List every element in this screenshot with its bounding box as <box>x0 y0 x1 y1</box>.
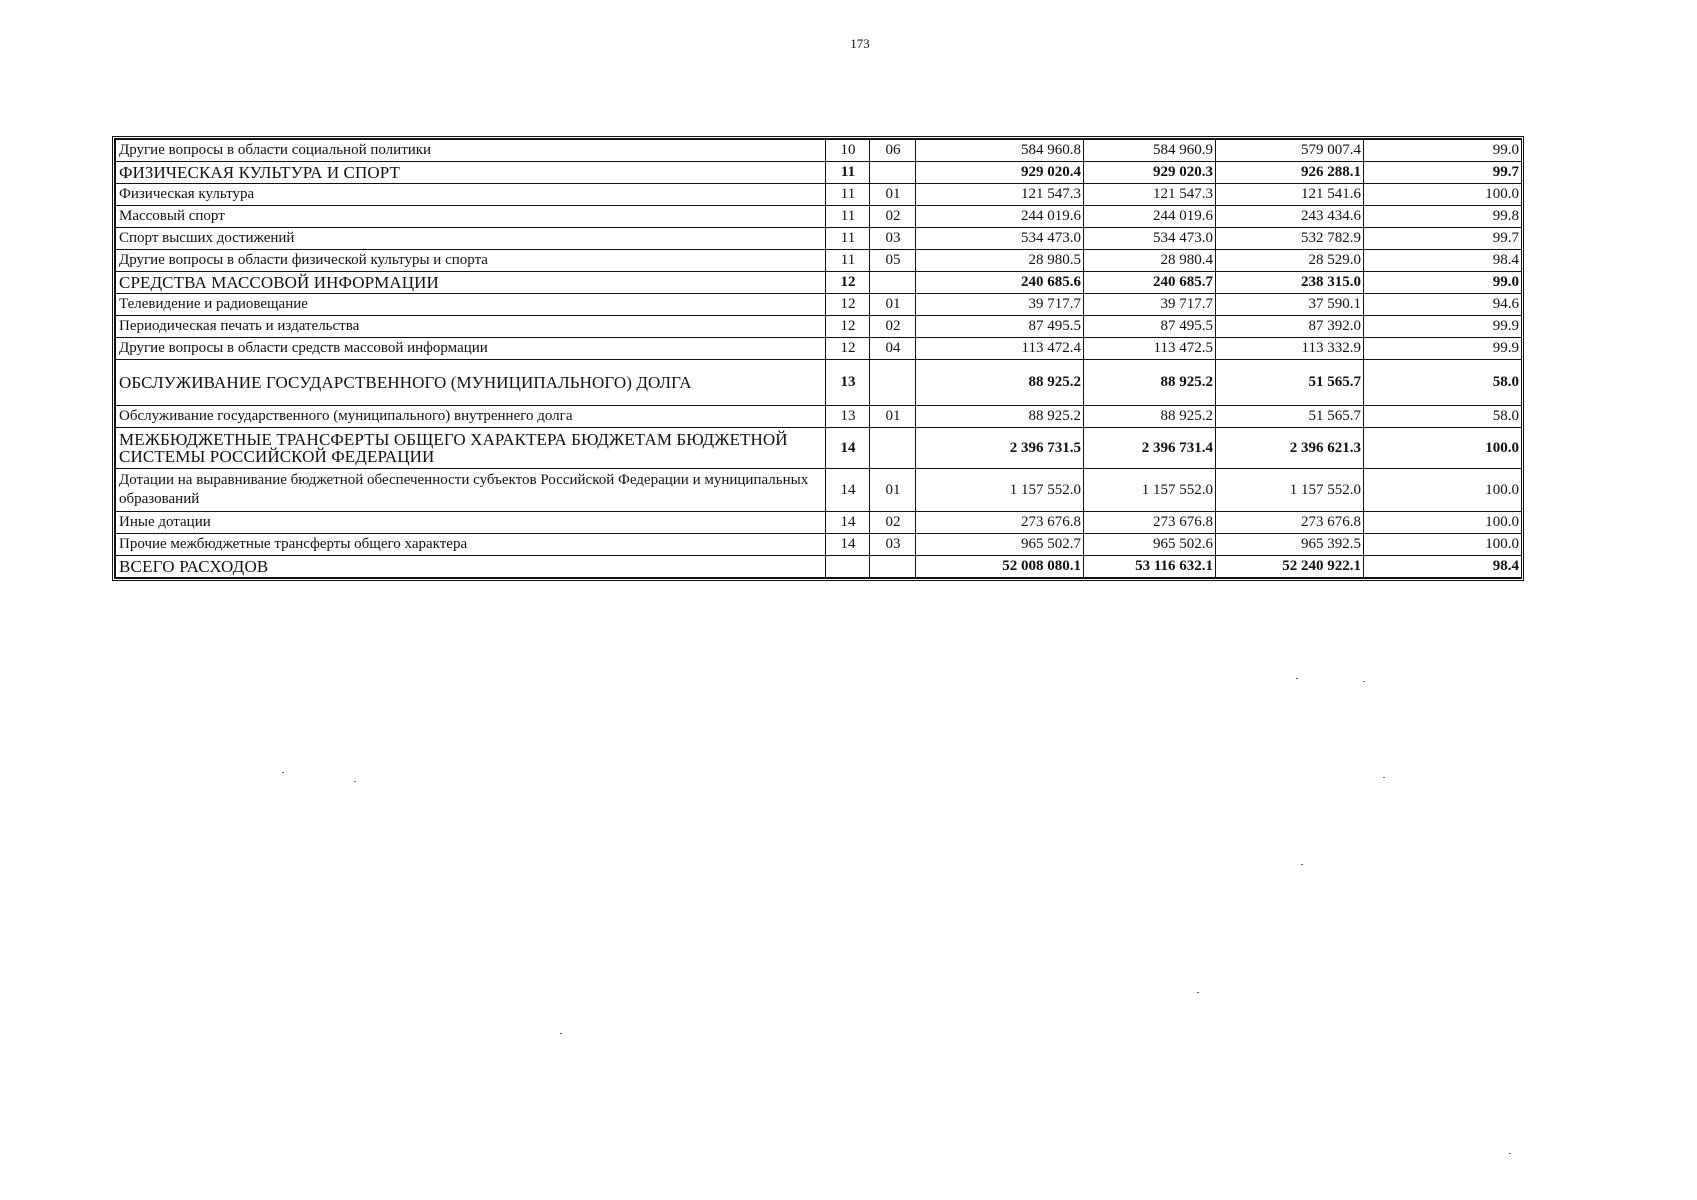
budget-table-frame <box>112 136 1524 581</box>
row-value-2: 88 925.2 <box>1084 360 1216 406</box>
row-value-3: 1 157 552.0 <box>1216 469 1364 512</box>
row-name: Телевидение и радиовещание <box>116 294 826 316</box>
row-percent: 58.0 <box>1364 406 1522 428</box>
row-value-1: 88 925.2 <box>916 406 1084 428</box>
row-value-3: 579 007.4 <box>1216 140 1364 162</box>
row-value-2: 584 960.9 <box>1084 140 1216 162</box>
row-percent: 99.0 <box>1364 272 1522 294</box>
row-value-2: 273 676.8 <box>1084 512 1216 534</box>
row-value-2: 113 472.5 <box>1084 338 1216 360</box>
row-section-code: 12 <box>826 294 870 316</box>
scan-speck <box>560 1033 562 1034</box>
row-percent: 98.4 <box>1364 556 1522 578</box>
row-percent: 100.0 <box>1364 534 1522 556</box>
row-name: ОБСЛУЖИВАНИЕ ГОСУДАРСТВЕННОГО (МУНИЦИПАЛЬНОГО) ДОЛГА <box>116 360 826 406</box>
budget-expenditure-table <box>115 139 1522 578</box>
row-value-1: 39 717.7 <box>916 294 1084 316</box>
row-percent: 100.0 <box>1364 469 1522 512</box>
table-row <box>116 250 1522 272</box>
row-value-2: 53 116 632.1 <box>1084 556 1216 578</box>
row-value-1: 1 157 552.0 <box>916 469 1084 512</box>
row-value-2: 534 473.0 <box>1084 228 1216 250</box>
row-percent: 99.7 <box>1364 228 1522 250</box>
row-percent: 100.0 <box>1364 428 1522 469</box>
row-subsection-code: 01 <box>870 184 916 206</box>
table-row <box>116 406 1522 428</box>
table-row <box>116 162 1522 184</box>
row-percent: 100.0 <box>1364 184 1522 206</box>
row-value-3: 121 541.6 <box>1216 184 1364 206</box>
row-name: Массовый спорт <box>116 206 826 228</box>
table-row <box>116 360 1522 406</box>
scan-speck <box>354 781 356 782</box>
row-value-3: 965 392.5 <box>1216 534 1364 556</box>
row-name: Другие вопросы в области физической культуры и спорта <box>116 250 826 272</box>
row-subsection-code: 01 <box>870 469 916 512</box>
table-row <box>116 428 1522 469</box>
table-body <box>116 140 1522 578</box>
row-subsection-code: 02 <box>870 206 916 228</box>
scan-speck <box>1383 777 1385 778</box>
row-value-3: 238 315.0 <box>1216 272 1364 294</box>
row-value-2: 87 495.5 <box>1084 316 1216 338</box>
row-value-1: 240 685.6 <box>916 272 1084 294</box>
row-section-code: 14 <box>826 428 870 469</box>
row-value-3: 532 782.9 <box>1216 228 1364 250</box>
row-subsection-code: 03 <box>870 228 916 250</box>
table-row <box>116 228 1522 250</box>
row-percent: 94.6 <box>1364 294 1522 316</box>
row-percent: 99.8 <box>1364 206 1522 228</box>
row-value-1: 965 502.7 <box>916 534 1084 556</box>
row-section-code: 12 <box>826 316 870 338</box>
row-value-3: 52 240 922.1 <box>1216 556 1364 578</box>
row-name: Периодическая печать и издательства <box>116 316 826 338</box>
table-row <box>116 294 1522 316</box>
row-section-code: 12 <box>826 272 870 294</box>
page-number: 173 <box>850 36 870 51</box>
scan-speck <box>1509 1153 1511 1154</box>
table-row <box>116 534 1522 556</box>
row-value-3: 28 529.0 <box>1216 250 1364 272</box>
row-value-2: 1 157 552.0 <box>1084 469 1216 512</box>
row-subsection-code: 06 <box>870 140 916 162</box>
table-row <box>116 512 1522 534</box>
row-value-2: 2 396 731.4 <box>1084 428 1216 469</box>
row-percent: 98.4 <box>1364 250 1522 272</box>
row-percent: 99.0 <box>1364 140 1522 162</box>
row-section-code: 14 <box>826 469 870 512</box>
table-row <box>116 206 1522 228</box>
row-name: Иные дотации <box>116 512 826 534</box>
row-name: Другие вопросы в области средств массовой информации <box>116 338 826 360</box>
row-value-1: 244 019.6 <box>916 206 1084 228</box>
row-value-3: 51 565.7 <box>1216 360 1364 406</box>
row-value-3: 243 434.6 <box>1216 206 1364 228</box>
row-section-code: 11 <box>826 228 870 250</box>
row-subsection-code <box>870 556 916 578</box>
row-value-2: 929 020.3 <box>1084 162 1216 184</box>
row-subsection-code <box>870 272 916 294</box>
row-percent: 99.9 <box>1364 338 1522 360</box>
table-row <box>116 184 1522 206</box>
row-name: Другие вопросы в области социальной политики <box>116 140 826 162</box>
row-subsection-code <box>870 360 916 406</box>
row-percent: 100.0 <box>1364 512 1522 534</box>
row-value-2: 244 019.6 <box>1084 206 1216 228</box>
row-value-1: 28 980.5 <box>916 250 1084 272</box>
table-row <box>116 338 1522 360</box>
row-name: СРЕДСТВА МАССОВОЙ ИНФОРМАЦИИ <box>116 272 826 294</box>
row-section-code: 13 <box>826 360 870 406</box>
row-name: ВСЕГО РАСХОДОВ <box>116 556 826 578</box>
scan-speck <box>1363 681 1365 682</box>
row-name: МЕЖБЮДЖЕТНЫЕ ТРАНСФЕРТЫ ОБЩЕГО ХАРАКТЕРА БЮДЖЕТАМ БЮДЖЕТНОЙ СИСТЕМЫ РОССИЙСКОЙ ФЕДЕРАЦИИ <box>116 428 826 469</box>
row-value-1: 2 396 731.5 <box>916 428 1084 469</box>
row-section-code: 11 <box>826 162 870 184</box>
row-value-3: 51 565.7 <box>1216 406 1364 428</box>
row-name: Физическая культура <box>116 184 826 206</box>
row-name: Спорт высших достижений <box>116 228 826 250</box>
row-section-code: 12 <box>826 338 870 360</box>
row-name: Обслуживание государственного (муниципального) внутреннего долга <box>116 406 826 428</box>
row-subsection-code: 01 <box>870 294 916 316</box>
row-subsection-code <box>870 162 916 184</box>
row-section-code: 14 <box>826 534 870 556</box>
table-row <box>116 316 1522 338</box>
row-name: Прочие межбюджетные трансферты общего характера <box>116 534 826 556</box>
row-value-2: 88 925.2 <box>1084 406 1216 428</box>
row-percent: 58.0 <box>1364 360 1522 406</box>
row-value-1: 113 472.4 <box>916 338 1084 360</box>
row-subsection-code: 04 <box>870 338 916 360</box>
row-value-2: 240 685.7 <box>1084 272 1216 294</box>
row-value-3: 87 392.0 <box>1216 316 1364 338</box>
row-value-1: 929 020.4 <box>916 162 1084 184</box>
row-value-3: 113 332.9 <box>1216 338 1364 360</box>
row-value-3: 273 676.8 <box>1216 512 1364 534</box>
row-value-1: 88 925.2 <box>916 360 1084 406</box>
row-name: Дотации на выравнивание бюджетной обеспеченности субъектов Российской Федерации и муниципальных образований <box>116 469 826 512</box>
row-value-1: 87 495.5 <box>916 316 1084 338</box>
row-value-3: 926 288.1 <box>1216 162 1364 184</box>
row-subsection-code: 02 <box>870 512 916 534</box>
row-value-2: 28 980.4 <box>1084 250 1216 272</box>
scan-speck <box>1301 864 1303 865</box>
row-percent: 99.9 <box>1364 316 1522 338</box>
row-section-code: 14 <box>826 512 870 534</box>
scan-speck <box>1296 678 1298 679</box>
row-value-3: 2 396 621.3 <box>1216 428 1364 469</box>
row-section-code <box>826 556 870 578</box>
row-subsection-code: 03 <box>870 534 916 556</box>
table-row <box>116 272 1522 294</box>
row-section-code: 11 <box>826 250 870 272</box>
row-section-code: 10 <box>826 140 870 162</box>
row-value-1: 121 547.3 <box>916 184 1084 206</box>
row-subsection-code: 02 <box>870 316 916 338</box>
row-value-2: 965 502.6 <box>1084 534 1216 556</box>
row-subsection-code: 01 <box>870 406 916 428</box>
row-value-1: 52 008 080.1 <box>916 556 1084 578</box>
row-percent: 99.7 <box>1364 162 1522 184</box>
row-subsection-code <box>870 428 916 469</box>
row-value-1: 584 960.8 <box>916 140 1084 162</box>
row-section-code: 11 <box>826 206 870 228</box>
scan-speck <box>282 772 284 773</box>
table-row <box>116 140 1522 162</box>
row-value-3: 37 590.1 <box>1216 294 1364 316</box>
row-section-code: 11 <box>826 184 870 206</box>
scan-speck <box>1197 992 1199 993</box>
table-row <box>116 469 1522 512</box>
row-value-1: 534 473.0 <box>916 228 1084 250</box>
row-name: ФИЗИЧЕСКАЯ КУЛЬТУРА И СПОРТ <box>116 162 826 184</box>
row-value-2: 121 547.3 <box>1084 184 1216 206</box>
row-section-code: 13 <box>826 406 870 428</box>
row-subsection-code: 05 <box>870 250 916 272</box>
table-row <box>116 556 1522 578</box>
row-value-1: 273 676.8 <box>916 512 1084 534</box>
row-value-2: 39 717.7 <box>1084 294 1216 316</box>
